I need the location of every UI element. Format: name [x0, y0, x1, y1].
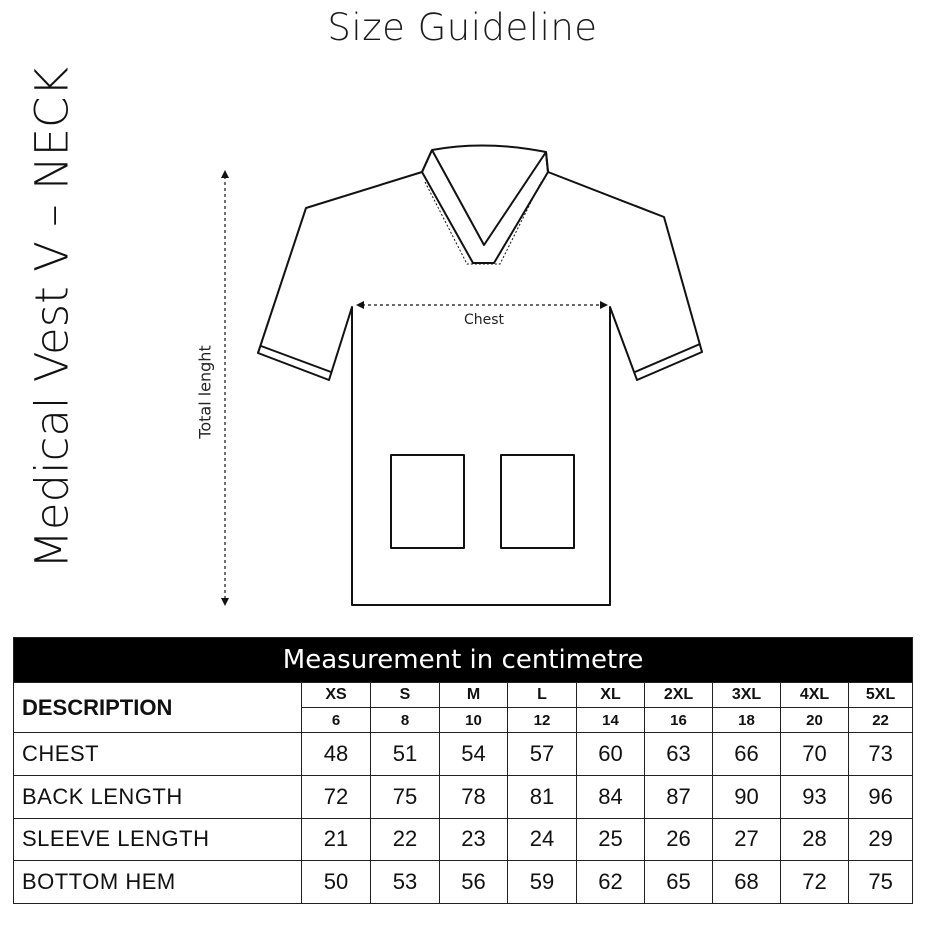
table-cell: 96: [849, 775, 913, 818]
table-cell: 28: [781, 818, 849, 861]
row-label: BACK LENGTH: [14, 775, 302, 818]
table-cell: 22: [371, 818, 440, 861]
collar-inner: [432, 150, 546, 245]
size-label: XS: [302, 683, 371, 708]
table-cell: 50: [302, 861, 371, 904]
size-label: 3XL: [713, 683, 781, 708]
size-number: 6: [302, 708, 371, 733]
table-cell: 27: [713, 818, 781, 861]
table-cell: 62: [577, 861, 645, 904]
table-cell: 75: [849, 861, 913, 904]
table-row: [14, 818, 913, 861]
table-cell: 75: [371, 775, 440, 818]
table-cell: 60: [577, 733, 645, 776]
size-label: 4XL: [781, 683, 849, 708]
size-number: 18: [713, 708, 781, 733]
product-title: Medical Vest V – NECK: [25, 67, 79, 569]
table-cell: 65: [645, 861, 713, 904]
table-cell: 56: [440, 861, 508, 904]
table-cell: 72: [781, 861, 849, 904]
total-length-label: Total lenght: [195, 345, 215, 439]
size-label: S: [371, 683, 440, 708]
table-cell: 70: [781, 733, 849, 776]
table-cell: 63: [645, 733, 713, 776]
table-cell: 53: [371, 861, 440, 904]
size-label: 5XL: [849, 683, 913, 708]
table-cell: 26: [645, 818, 713, 861]
table-cell: 29: [849, 818, 913, 861]
table-row: [14, 775, 913, 818]
size-number: 8: [371, 708, 440, 733]
vest-outline: [258, 145, 702, 605]
page-title: Size Guideline: [327, 6, 598, 49]
table-cell: 66: [713, 733, 781, 776]
table-cell: 23: [440, 818, 508, 861]
table-cell: 25: [577, 818, 645, 861]
right-pocket: [501, 455, 574, 548]
row-label: SLEEVE LENGTH: [14, 818, 302, 861]
size-number: 20: [781, 708, 849, 733]
table-cell: 24: [508, 818, 577, 861]
table-header: Measurement in centimetre: [14, 638, 913, 683]
table-cell: 81: [508, 775, 577, 818]
size-table: [13, 637, 913, 904]
table-row: [14, 733, 913, 776]
size-label: 2XL: [645, 683, 713, 708]
table-cell: 21: [302, 818, 371, 861]
table-cell: 72: [302, 775, 371, 818]
collar-dots: [425, 182, 541, 264]
table-cell: 51: [371, 733, 440, 776]
table-cell: 59: [508, 861, 577, 904]
total-length-arrow-top: [221, 170, 229, 178]
table-cell: 68: [713, 861, 781, 904]
chest-label: Chest: [463, 312, 505, 328]
total-length-arrow-bottom: [221, 598, 229, 606]
chest-arrow-right: [600, 301, 608, 309]
table-cell: 57: [508, 733, 577, 776]
description-header: DESCRIPTION: [14, 683, 302, 733]
table-cell: 93: [781, 775, 849, 818]
row-label: BOTTOM HEM: [14, 861, 302, 904]
table-cell: 54: [440, 733, 508, 776]
table-cell: 84: [577, 775, 645, 818]
size-label: L: [508, 683, 577, 708]
table-cell: 73: [849, 733, 913, 776]
table-cell: 90: [713, 775, 781, 818]
size-label: M: [440, 683, 508, 708]
left-pocket: [391, 455, 464, 548]
size-number: 22: [849, 708, 913, 733]
size-label: XL: [577, 683, 645, 708]
table-row: [14, 861, 913, 904]
chest-arrow-left: [356, 301, 364, 309]
size-number: 12: [508, 708, 577, 733]
table-cell: 87: [645, 775, 713, 818]
table-cell: 78: [440, 775, 508, 818]
size-number: 16: [645, 708, 713, 733]
table-cell: 48: [302, 733, 371, 776]
row-label: CHEST: [14, 733, 302, 776]
size-number: 14: [577, 708, 645, 733]
size-number: 10: [440, 708, 508, 733]
